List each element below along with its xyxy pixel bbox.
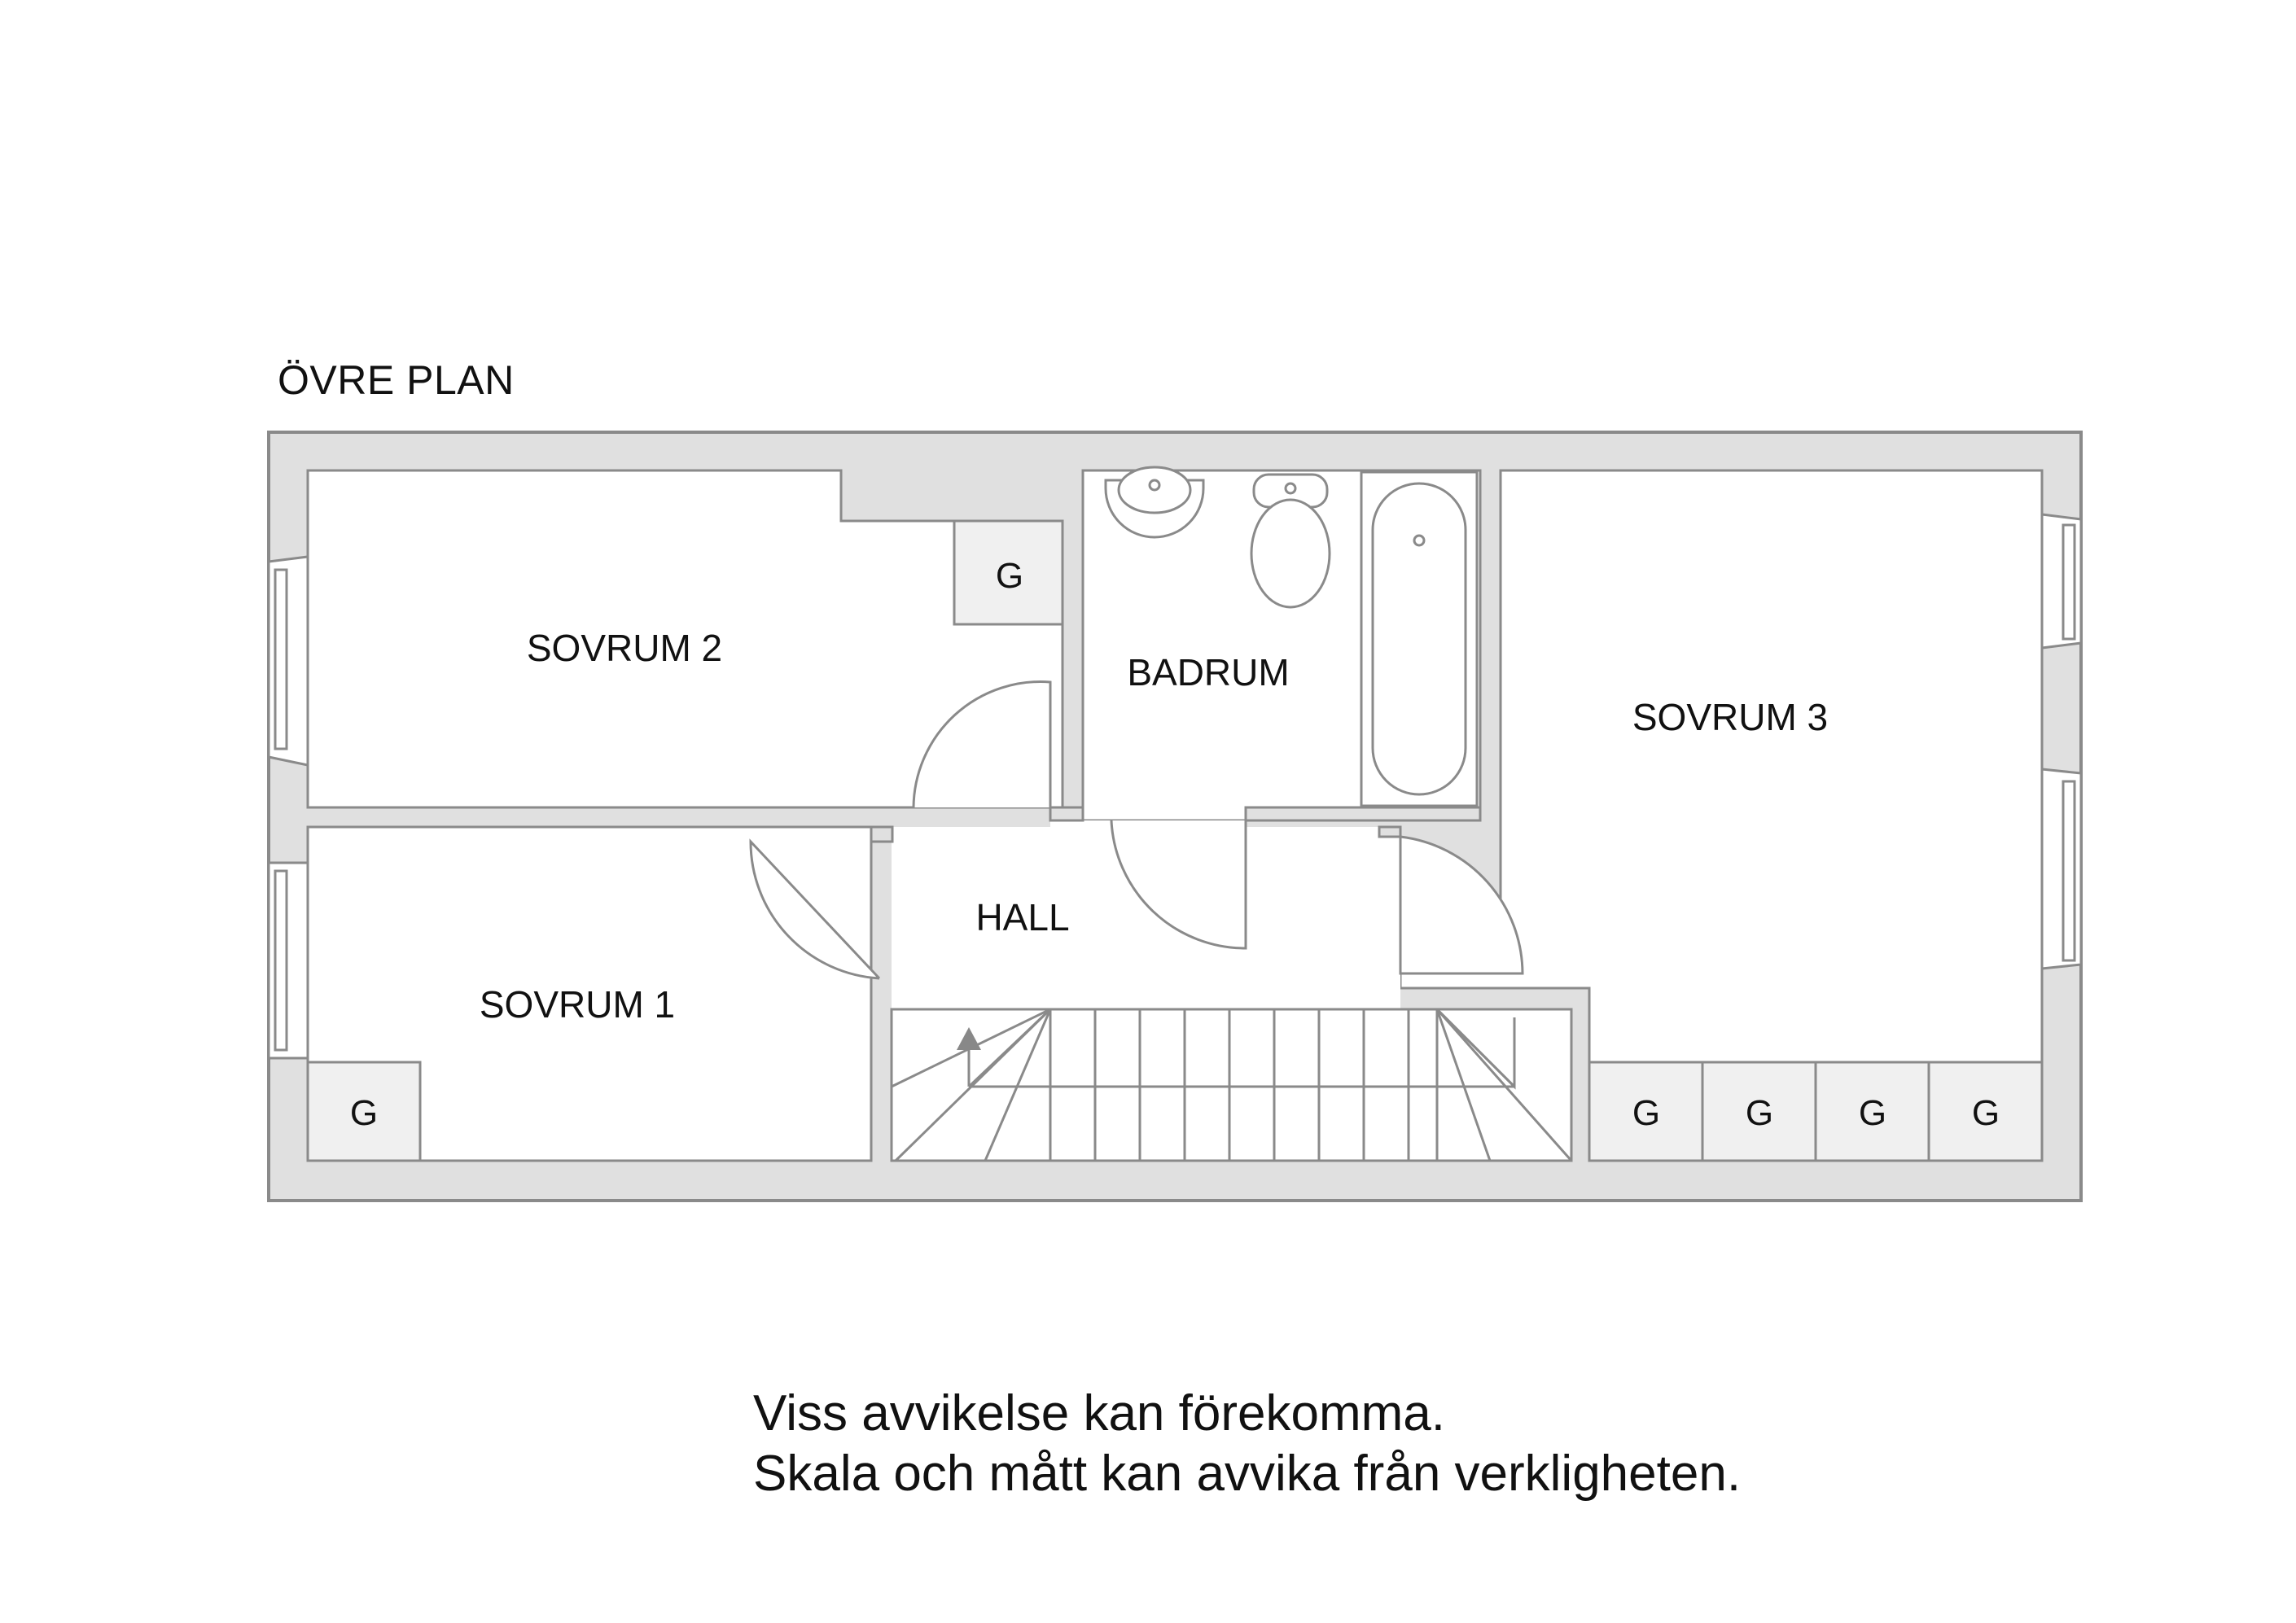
storage-label: G <box>1971 1093 2000 1133</box>
disclaimer-line-1: Viss avvikelse kan förekomma. <box>753 1385 1445 1441</box>
room-label-sovrum-1: SOVRUM 1 <box>479 983 676 1026</box>
storage-label: G <box>1858 1093 1887 1133</box>
storage-label: G <box>349 1093 379 1133</box>
plan-title: ÖVRE PLAN <box>278 357 515 403</box>
room-label-badrum: BADRUM <box>1127 651 1290 693</box>
room-label-sovrum-3: SOVRUM 3 <box>1632 696 1829 738</box>
room-label-hall: HALL <box>975 896 1070 938</box>
disclaimer-line-2: Skala och mått kan avvika från verkligheten. <box>753 1446 1742 1502</box>
toilet-bowl-icon <box>1251 500 1330 607</box>
staircase <box>892 1009 1571 1161</box>
storage-label: G <box>1632 1093 1661 1133</box>
room-label-sovrum-2: SOVRUM 2 <box>526 627 723 669</box>
storage-label: G <box>995 556 1024 596</box>
storage-label: G <box>1745 1093 1774 1133</box>
